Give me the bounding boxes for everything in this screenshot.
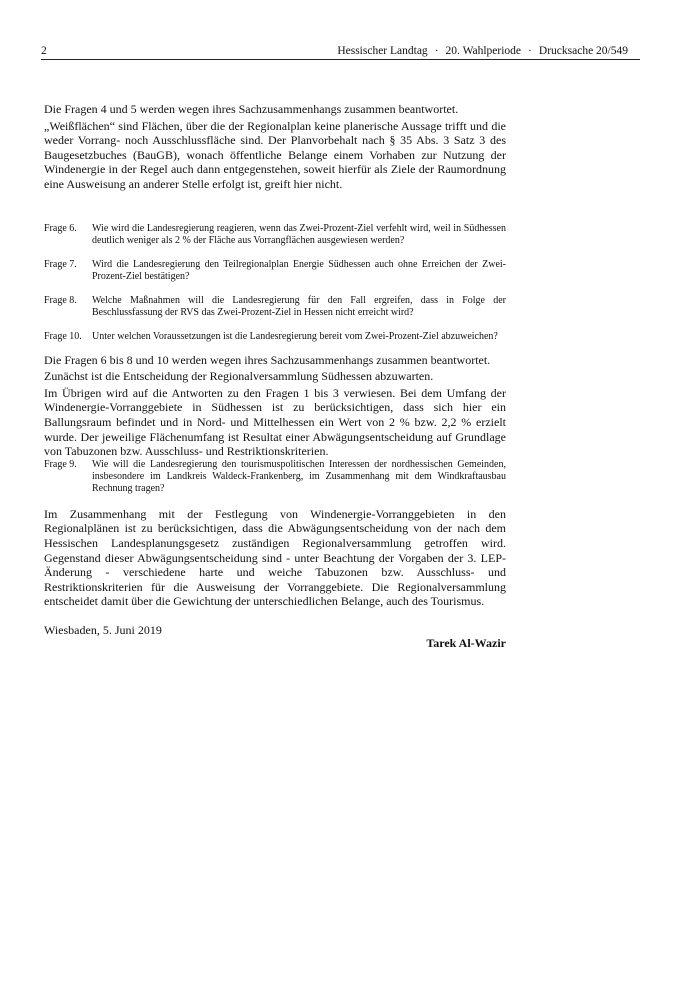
document-body <box>44 102 506 653</box>
question-text: Unter welchen Voraussetzungen ist die Landesregierung bereit vom Zwei-Prozent-Ziel abzuweichen? <box>92 330 498 342</box>
answer-text-4-5: „Weißflächen“ sind Flächen, über die der Regionalplan keine planerische Aussage trifft und die weder Vorrang- noch Ausschlussfläche sind. Der Planvorbehalt nach § 35 Abs. 3 Satz 3 des Baugesetzbuches (BauGB), wonach öffentliche Belange einem Vorhaben zur Nutzung der Windenergie in der Regel auch dann entgegenstehen, soweit hierfür als Ziele der Raumordnung eine Ausweisung an anderer Stelle erfolgt ist, greift hier nicht. <box>44 118 506 191</box>
question-label: Frage 7. <box>44 258 77 270</box>
question-label: Frage 8. <box>44 294 77 306</box>
question-item <box>44 259 506 283</box>
question-item <box>44 223 506 247</box>
question-label: Frage 10. <box>44 330 82 342</box>
question-group-6-10 <box>44 223 506 343</box>
answer-text-6-10: Im Übrigen wird auf die Antworten zu den Fragen 1 bis 3 verwiesen. Bei dem Umfang der Windenergie-Vorranggebiete in Südhessen ist zu berücksichtigen, dass sich hier ein Ballungsraum befindet und in Nord- und Mittelhessen ein Wert von 2 % bzw. 2,2 % erzielt wurde. Der jeweilige Flächenumfang ist Resultat einer Abwägungsentscheidung auf Grundlage von Tabuzonen bzw. Ausschluss- und Restriktionskriterien. <box>44 385 506 459</box>
header-rule <box>41 59 640 60</box>
question-text: Welche Maßnahmen will die Landesregierung für den Fall ergreifen, dass in Folge der Beschlussfassung der RVS das Zwei-Prozent-Ziel in Hessen nicht erreicht wird? <box>92 294 506 318</box>
question-label: Frage 6. <box>44 222 77 234</box>
answer-intro-6-10: Die Fragen 6 bis 8 und 10 werden wegen ihres Sachzusammenhangs zusammen beantwortet. <box>44 352 491 367</box>
signature-block <box>44 623 506 653</box>
header-reference <box>337 43 628 59</box>
question-text: Wird die Landesregierung den Teilregionalplan Energie Südhessen auch ohne Erreichen der Zwei-Prozent-Ziel bestätigen? <box>92 258 506 282</box>
header-period: 20. Wahlperiode <box>445 45 522 57</box>
question-item-9 <box>44 459 506 495</box>
question-text: Wie will die Landesregierung den tourismuspolitischen Interessen der nordhessischen Gemeinden, insbesondere im Landkreis Waldeck-Frankenberg, im Zusammenhang mit dem Windkraftausbau Rechnung tragen? <box>92 458 506 494</box>
running-header <box>41 43 641 59</box>
header-separator: · <box>434 45 439 57</box>
header-parliament: Hessischer Landtag <box>337 45 428 57</box>
header-separator: · <box>528 45 532 57</box>
answer-line-6-10: Zunächst ist die Entscheidung der Regionalversammlung Südhessen abzuwarten. <box>44 369 434 384</box>
answer-text-9: Im Zusammenhang mit der Festlegung von Windenergie-Vorranggebieten in den Regionalplänen ist zu berücksichtigen, dass die Abwägungsentscheidung von der nach dem Hessischen Landesplanungsgesetz zuständigen Regionalversammlung getroffen wird. Gegenstand dieser Abwägungsentscheidung sind - unter Beachtung der Vorgaben der 3. LEP-Änderung - verschiedene harte und weiche Tabuzonen bzw. Ausschluss- und Restriktionskriterien für die Ausweisung der Vorranggebiete. Die Regionalversammlung entscheidet damit über die Gewichtung der unterschiedlichen Belange, auch des Tourismus. <box>44 506 506 609</box>
signer-name: Tarek Al-Wazir <box>426 635 506 650</box>
place-date: Wiesbaden, 5. Juni 2019 <box>44 622 162 637</box>
question-item <box>44 295 506 319</box>
answer-intro-4-5: Die Fragen 4 und 5 werden wegen ihres Sachzusammenhangs zusammen beantwortet. <box>44 102 459 116</box>
page-number: 2 <box>41 45 47 57</box>
question-item <box>44 331 506 343</box>
question-text: Wie wird die Landesregierung reagieren, wenn das Zwei-Prozent-Ziel verfehlt wird, weil in Südhessen deutlich weniger als 2 % der Fläche aus Vorrangflächen ausgewiesen werden? <box>92 222 506 246</box>
question-label: Frage 9. <box>44 458 77 470</box>
header-print-ref: Drucksache 20/549 <box>538 45 628 57</box>
